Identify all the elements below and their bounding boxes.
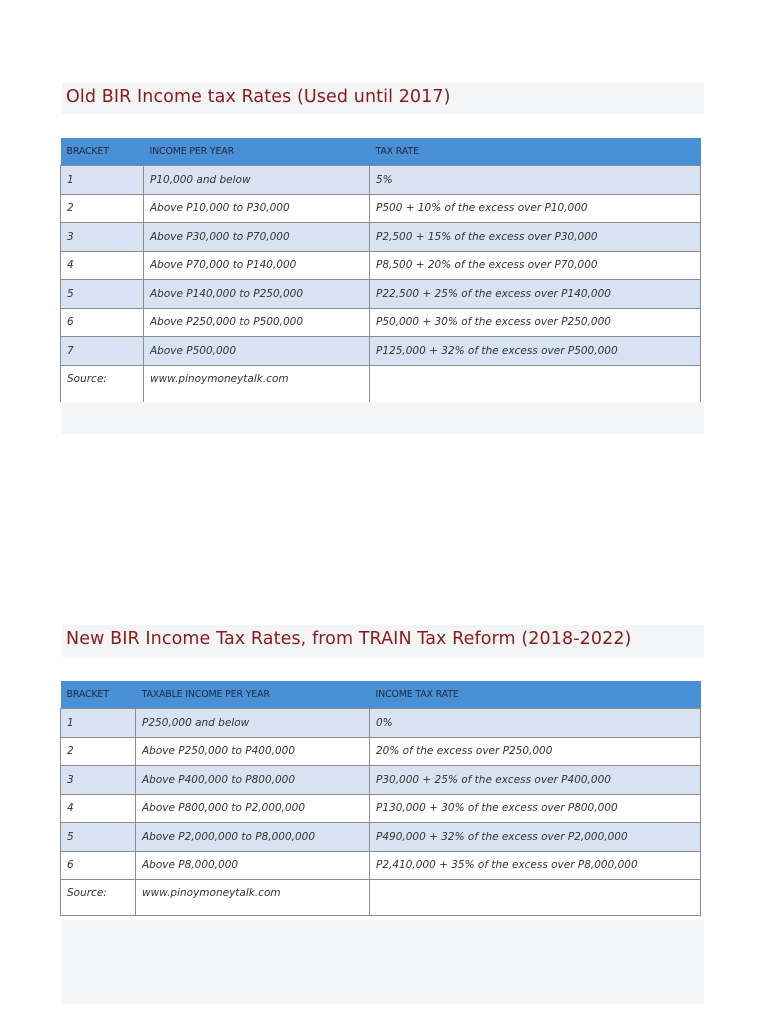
tax-rate-cell: P22,500 + 25% of the excess over P140,000 (370, 280, 701, 309)
bracket-cell: 6 (61, 851, 136, 880)
table-row (61, 251, 701, 280)
tax-rate-cell: 0% (370, 709, 701, 738)
source-row (61, 365, 701, 402)
old-table-title: Old BIR Income tax Rates (Used until 2017) (66, 87, 451, 107)
table-row (61, 337, 701, 366)
header-tax-rate: TAX RATE (370, 138, 701, 166)
bracket-cell: 5 (61, 823, 136, 852)
header-bracket: BRACKET (61, 681, 136, 709)
bracket-cell: 5 (61, 280, 144, 309)
income-cell: P250,000 and below (136, 709, 370, 738)
bracket-cell: 1 (61, 166, 144, 195)
table-row (61, 308, 701, 337)
tax-rate-cell: 5% (370, 166, 701, 195)
table-row (61, 194, 701, 223)
tax-rate-cell: P50,000 + 30% of the excess over P250,000 (370, 308, 701, 337)
income-cell: Above P70,000 to P140,000 (144, 251, 370, 280)
income-cell: Above P8,000,000 (136, 851, 370, 880)
header-income: INCOME PER YEAR (144, 138, 370, 166)
bracket-cell: 6 (61, 308, 144, 337)
source-empty-cell (370, 365, 701, 402)
new-tax-table (60, 681, 701, 916)
income-cell: Above P30,000 to P70,000 (144, 223, 370, 252)
income-cell: Above P250,000 to P500,000 (144, 308, 370, 337)
source-label: Source: (61, 365, 144, 402)
bracket-cell: 4 (61, 251, 144, 280)
header-taxable-income: TAXABLE INCOME PER YEAR (136, 681, 370, 709)
source-row (61, 880, 701, 916)
bottom-band-new (62, 920, 704, 1004)
tax-rate-cell: P130,000 + 30% of the excess over P800,000 (370, 794, 701, 823)
table-row (61, 851, 701, 880)
bracket-cell: 3 (61, 223, 144, 252)
tax-rate-cell: P2,410,000 + 35% of the excess over P8,000,000 (370, 851, 701, 880)
header-income-tax-rate: INCOME TAX RATE (370, 681, 701, 709)
table-row (61, 766, 701, 795)
table-header-row (61, 138, 701, 166)
income-cell: Above P500,000 (144, 337, 370, 366)
new-table-title: New BIR Income Tax Rates, from TRAIN Tax Reform (2018-2022) (66, 629, 632, 649)
income-cell: Above P250,000 to P400,000 (136, 737, 370, 766)
tax-rate-cell: P490,000 + 32% of the excess over P2,000,000 (370, 823, 701, 852)
table-row (61, 794, 701, 823)
bracket-cell: 7 (61, 337, 144, 366)
source-label: Source: (61, 880, 136, 916)
income-cell: Above P400,000 to P800,000 (136, 766, 370, 795)
source-link[interactable]: www.pinoymoneytalk.com (136, 880, 370, 916)
income-cell: Above P140,000 to P250,000 (144, 280, 370, 309)
tax-rate-cell: P500 + 10% of the excess over P10,000 (370, 194, 701, 223)
table-header-row (61, 681, 701, 709)
table-row (61, 166, 701, 195)
table-row (61, 709, 701, 738)
source-empty-cell (370, 880, 701, 916)
bracket-cell: 4 (61, 794, 136, 823)
tax-rate-cell: P8,500 + 20% of the excess over P70,000 (370, 251, 701, 280)
income-cell: Above P10,000 to P30,000 (144, 194, 370, 223)
income-cell: P10,000 and below (144, 166, 370, 195)
tax-rate-cell: P2,500 + 15% of the excess over P30,000 (370, 223, 701, 252)
bracket-cell: 2 (61, 737, 136, 766)
tax-rate-cell: 20% of the excess over P250,000 (370, 737, 701, 766)
bracket-cell: 1 (61, 709, 136, 738)
header-bracket: BRACKET (61, 138, 144, 166)
bracket-cell: 2 (61, 194, 144, 223)
table-row (61, 280, 701, 309)
tax-rate-cell: P30,000 + 25% of the excess over P400,000 (370, 766, 701, 795)
table-row (61, 223, 701, 252)
tax-rate-cell: P125,000 + 32% of the excess over P500,000 (370, 337, 701, 366)
old-tax-table (60, 138, 701, 402)
bracket-cell: 3 (61, 766, 136, 795)
income-cell: Above P800,000 to P2,000,000 (136, 794, 370, 823)
source-link[interactable]: www.pinoymoneytalk.com (144, 365, 370, 402)
income-cell: Above P2,000,000 to P8,000,000 (136, 823, 370, 852)
table-row (61, 823, 701, 852)
bottom-band-old (62, 402, 704, 434)
table-row (61, 737, 701, 766)
